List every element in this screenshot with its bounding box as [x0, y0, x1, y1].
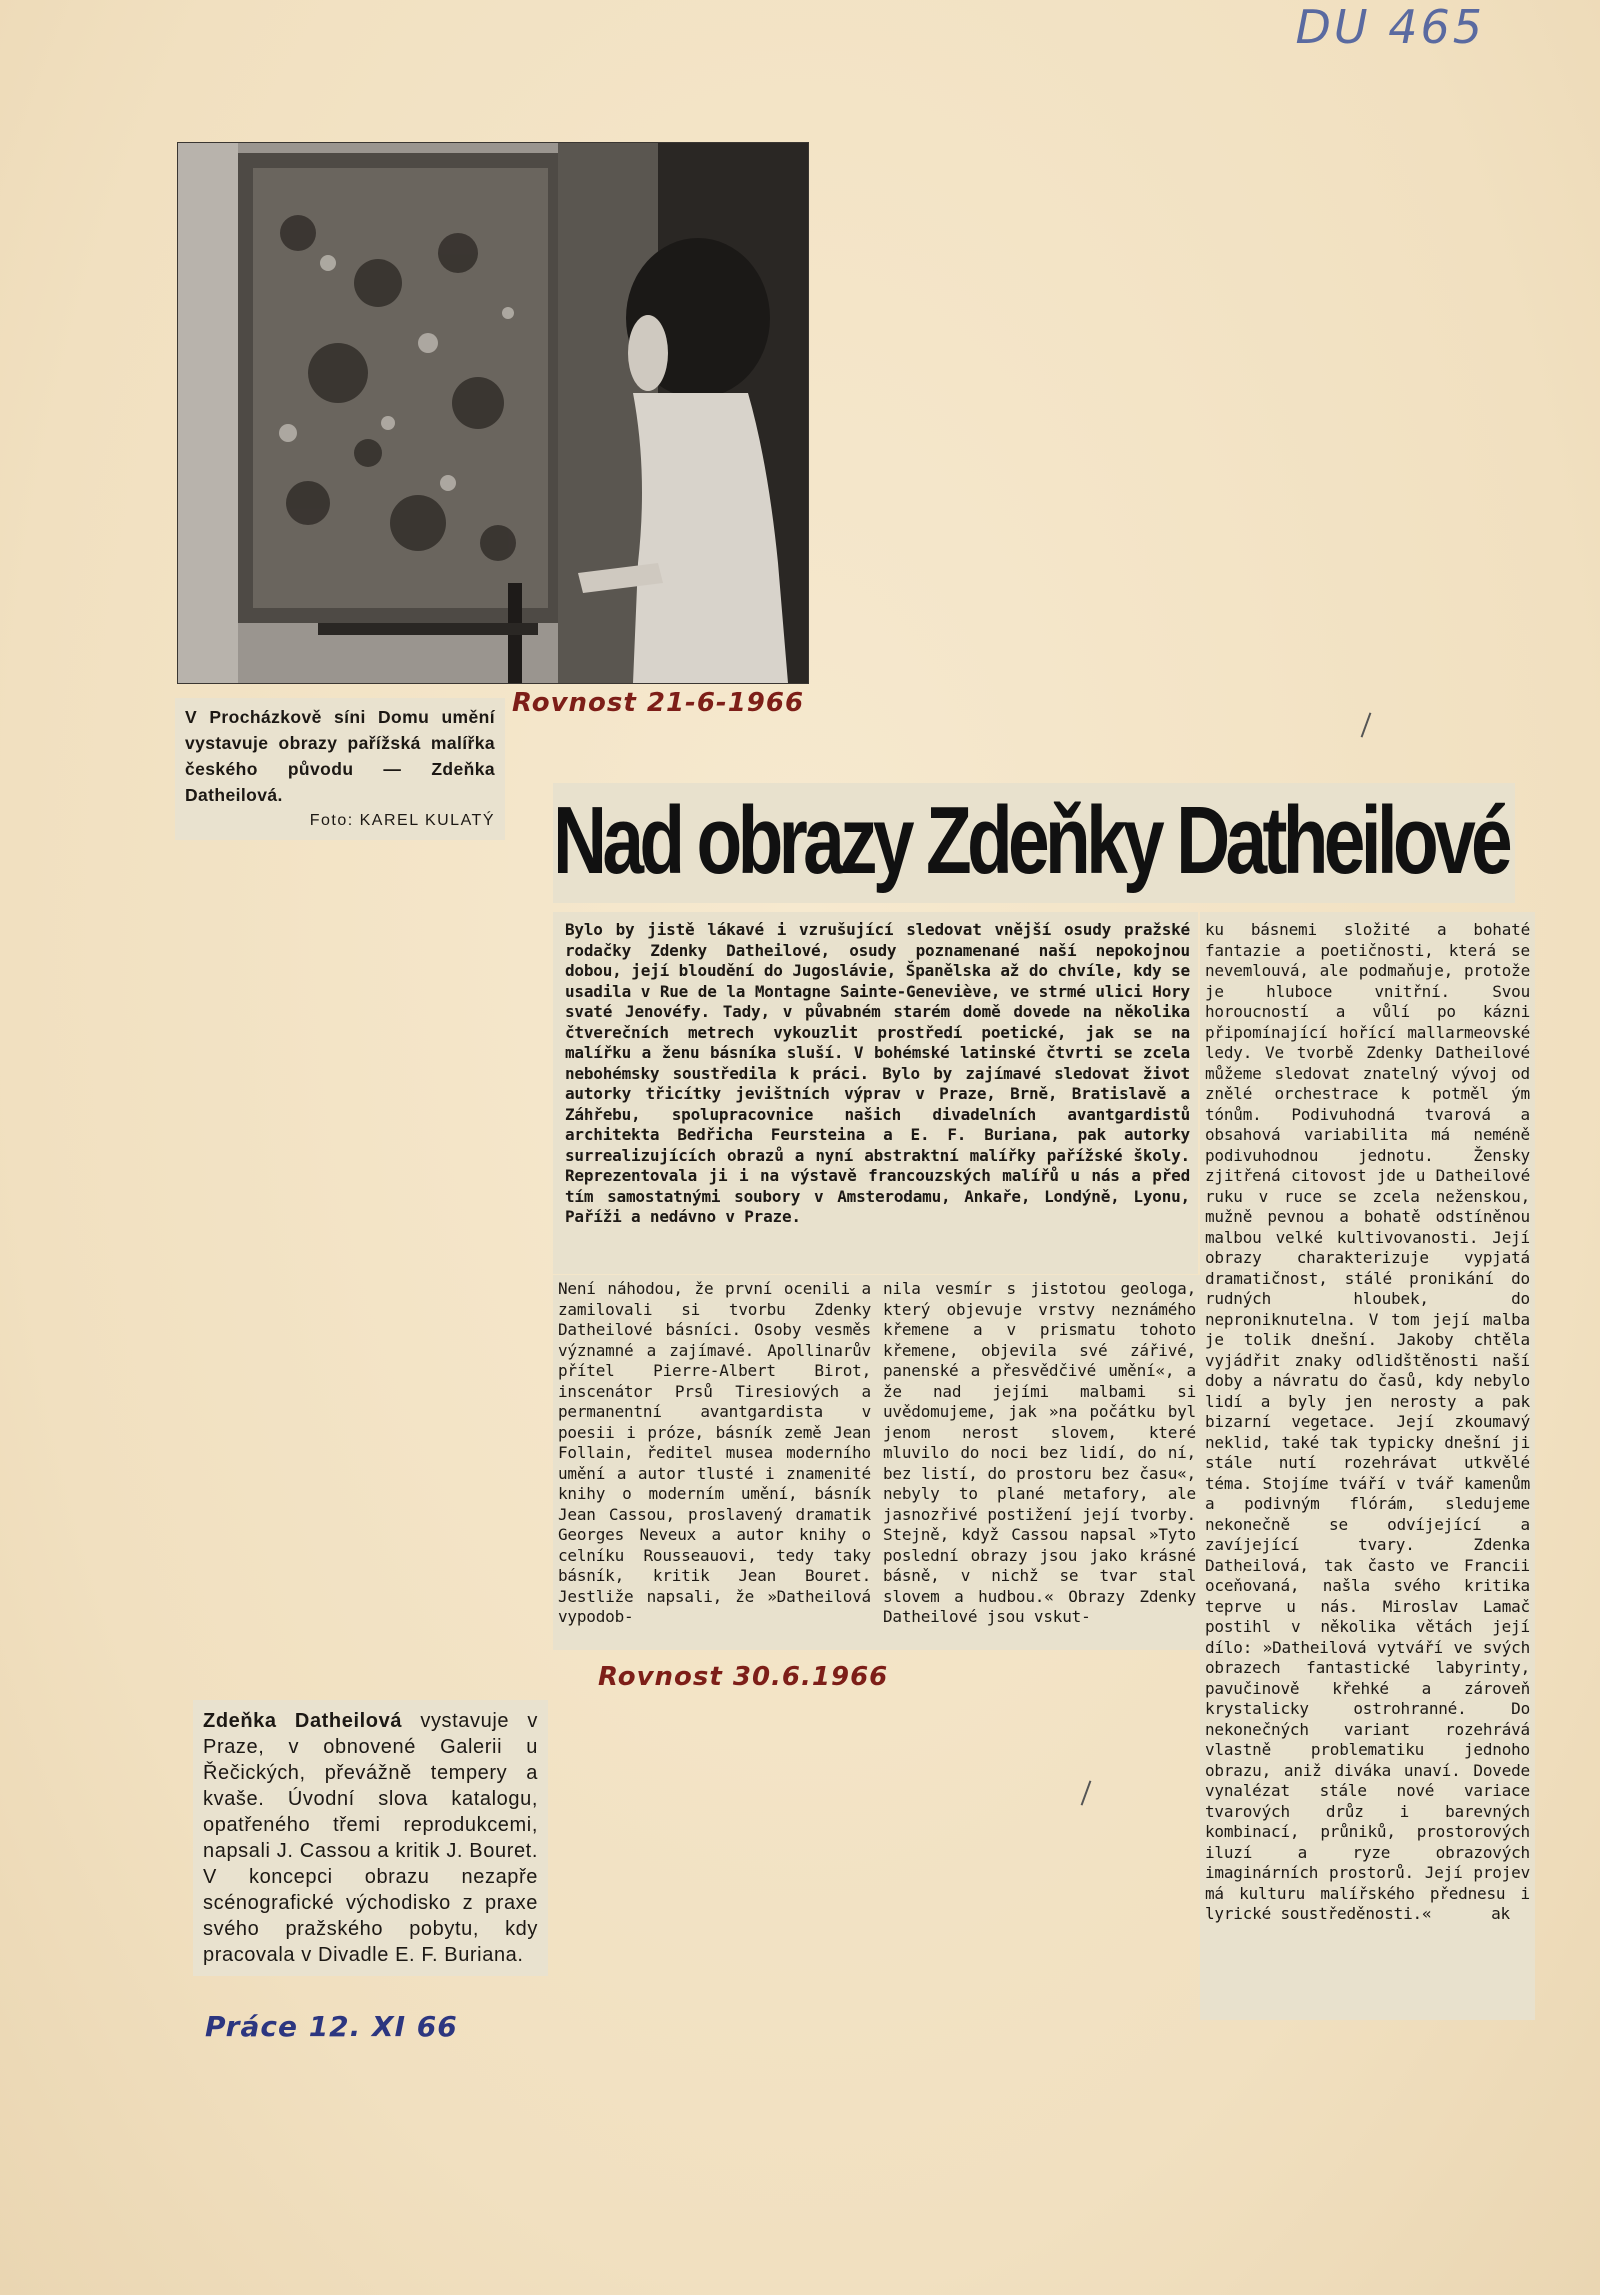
article-column-3: [1205, 920, 1530, 1925]
source-note-prace: Práce 12. XI 66: [205, 2010, 458, 2043]
pencil-mark: [1081, 1780, 1092, 1805]
column-3-text: ku básnemi složité a bohaté fantazie a poetičnosti, která se nevemlouvá, ale podmaňuje, protože je hluboce vnitřní. Svou horoucností a vůlí po kázni připomínající hořící mallarmeovské ledy. Ve tvorbě Zdenky Datheilové můžeme sledovat znatelný vývoj od znělé orchestrace k potměl ým tónům. Podivuhodná tvarová a obsahová variabilita má neméně podivuhodnou jednotu. Žensky zjitřená citovost jde u Datheilové ruku v ruce se zcela neženskou, mužně pevnou a bohatě odstíněnou malbou velké kultivovanosti. Její obrazy charakterizuje vypjatá dramatičnost, stálé pronikání do rudných hloubek, do neproniknutelna. V tom její malba je tolik dnešní. Jakoby chtěla vyjádřit znaky odlidštěnosti naší doby a návratu do časů, kdy nebylo lidí a byly jen nerosty a pak bizarní vegetace. Její zkoumavý neklid, také tak typicky dnešní ji stále nutí rozehrávat utkvělé téma. Stojíme tváří v tvář kamenům a podivným flórám, sledujeme nekonečně se odvíjející a zavíjející tvary. Zdenka Datheilová, tak často ve Francii oceňovaná, našla svého kritika teprve u nás. Miroslav Lamač postihl v několika větách její dílo: »Datheilová vytváří ve svých obrazech fantastické labyrinty, pavučinově křehké a zároveň krystalicky ostrohranné. Do nekonečných variant rozehrává vlastně problematiku jednoho obrazu, aniž diváka unaví. Dovede vynalézat stále nové variace tvarových drůz i barevných kombinací, průniků, prostorových iluzí a ryze obrazových imaginárních prostorů. Její projev má kulturu malířského přednesu i lyrické soustředěnosti.«: [1205, 920, 1530, 1923]
source-note-rovnost-2: Rovnost 30.6.1966: [598, 1662, 889, 1692]
article-column-1: Není náhodou, že první ocenili a zamilovali si tvorbu Zdenky Datheilové básníci. Osoby vesměs významné a zajímavé. Apollinarův přítel Pierre-Albert Birot, inscenátor Prsů Tiresiových a permanentní avantgardista v poesii i próze, básník země Jean Follain, ředitel musea moderního umění a autor tlusté i znamenité knihy o moderním umění, básník Jean Cassou, proslavený dramatik Georges Neveux a autor knihy o celníku Rousseauovi, tedy taky básník, kritik Jean Bouret. Jestliže napsali, že »Datheilová vypodob-: [558, 1279, 871, 1626]
photo-image: [178, 143, 808, 683]
small-clipping: [193, 1700, 548, 1976]
pencil-mark: [1361, 712, 1372, 737]
painter-photo: [177, 142, 809, 684]
article-headline: Nad obrazy Zdeňky Datheilové: [553, 787, 1509, 894]
author-signature: ak: [1491, 1904, 1510, 1923]
clipping-artist-name: Zdeňka Datheilová: [203, 1710, 403, 1732]
clipping-text: vystavuje v Praze, v obnovené Galerii u Řečických, převážně tempery a kvaše. Úvodní slova katalogu, opatřeného třemi reprodukcemi, napsali J. Cassou a kritik J. Bouret. V koncepci obrazu nezapře scénografické východisko z praxe svého pražského pobytu, kdy pracovala v Divadle E. F. Buriana.: [203, 1710, 538, 1966]
photo-credit: Foto: KAREL KULATÝ: [309, 812, 495, 829]
caption-text: V Procházkově síni Domu umění vystavuje obrazy pařížská malířka českého původu — Zdeňka Datheilová.: [185, 707, 495, 805]
article-lead: Bylo by jistě lákavé i vzrušující sledovat vnější osudy pražské rodačky Zdenky Datheilové, osudy poznamenané naší nepokojnou dobou, její bloudění do Jugoslávie, Španělska až do chvíle, kdy se usadila v Rue de la Montagne Sainte-Geneviève, ve strmé ulici Hory svaté Jenovéfy. Tady, v půvabném starém domě dovede na několika čtverečních metrech vykouzlit prostředí poetické, jak se na malířku a ženu básníka sluší. V bohémské latinské čtvrti se zcela nebohémsky soustředila k práci. Bylo by zajímavé sledovat život autorky třicítky jevištních výprav v Praze, Brně, Bratislavě a Záhřebu, spolupracovnice našich divadelních avantgardistů architekta Bedřicha Feursteina a E. F. Buriana, pak autorky surrealizujících obrazů a nyní abstraktní malířky pařížské školy. Reprezentovala ji i na výstavě francouzských malířů u nás a před tím samostatnými soubory v Amsterodamu, Ankaře, Londýně, Lyonu, Paříži a nedávno v Praze.: [565, 920, 1190, 1226]
article-column-2: nila vesmír s jistotou geologa, který objevuje vrstvy neznámého křemene a v prismatu tohoto křemene, objevila své zářivé, panenské a přesvědčivé umění«, a že nad jejími malbami si uvědomujeme, jak »na počátku byl jenom nerost slovem, které mluvilo do noci bez lidí, do ní, bez listí, do prostoru bez času«, nebyly to plané metafory, ale jasnozřivé postižení její tvorby. Stejně, když Cassou napsal »Tyto poslední obrazy jsou jako krásné básně, v nichž se tvar stal slovem a hudbou.« Obrazy Zdenky Datheilové jsou vskut-: [883, 1279, 1196, 1626]
photo-caption: [175, 698, 505, 840]
archive-number: DU 465: [1295, 0, 1485, 54]
source-note-rovnost-1: Rovnost 21-6-1966: [512, 688, 805, 718]
